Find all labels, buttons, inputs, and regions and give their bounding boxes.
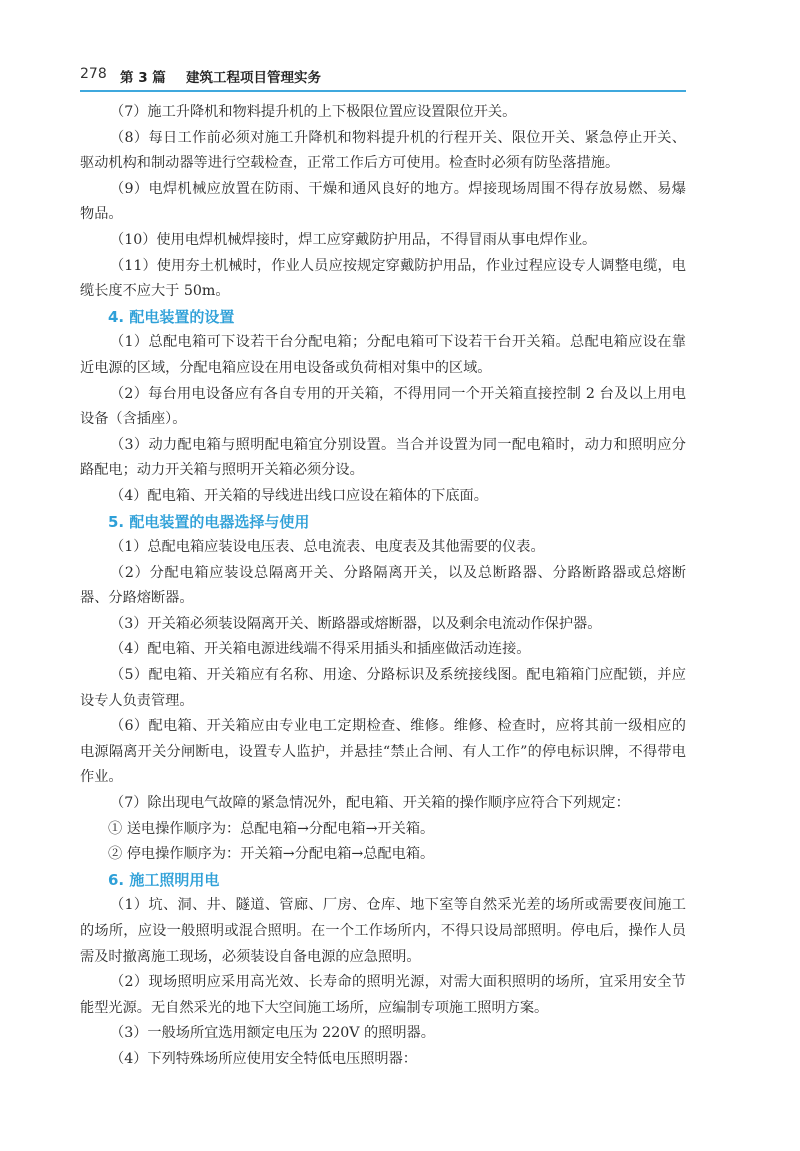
paragraph-11-rammer: （11）使用夯土机械时，作业人员应按规定穿戴防护用品，作业过程应设专人调整电缆，电缆长度不应大于 50m。 bbox=[80, 257, 686, 300]
section-heading-4: 4. 配电装置的设置 bbox=[108, 307, 235, 326]
paragraph-4-4: （4）配电箱、开关箱的导线进出线口应设在箱体的下底面。 bbox=[110, 487, 488, 504]
section-heading-6: 6. 施工照明用电 bbox=[108, 870, 220, 889]
paragraph-5-4: （4）配电箱、开关箱电源进线端不得采用插头和插座做活动连接。 bbox=[110, 641, 531, 658]
list-item-power-off: ② 停电操作顺序为：开关箱→分配电箱→总配电箱。 bbox=[108, 846, 435, 863]
header-rule bbox=[80, 90, 686, 92]
paragraph-10-welding: （10）使用电焊机械焊接时，焊工应穿戴防护用品，不得冒雨从事电焊作业。 bbox=[110, 231, 597, 248]
paragraph-5-2: （2）分配电箱应装设总隔离开关、分路隔离开关，以及总断路器、分路断路器或总熔断器、分路熔断器。 bbox=[80, 564, 686, 607]
paragraph-6-3: （3）一般场所宜选用额定电压为 220V 的照明器。 bbox=[110, 1025, 435, 1042]
book-title: 建筑工程项目管理实务 bbox=[186, 70, 321, 86]
paragraph-5-5: （5）配电箱、开关箱应有名称、用途、分路标识及系统接线图。配电箱箱门应配锁，并应设专人负责管理。 bbox=[80, 667, 686, 709]
paragraph-6-2: （2）现场照明应采用高光效、长寿命的照明光源，对需大面积照明的场所，宜采用安全节能型光源。无自然采光的地下大空间施工场所，应编制专项施工照明方案。 bbox=[80, 974, 686, 1016]
paragraph-5-6: （6）配电箱、开关箱应由专业电工定期检查、维修。维修、检查时，应将其前一级相应的电源隔离开关分闸断电，设置专人监护，并悬挂“禁止合闸、有人工作”的停电标识牌，不得带电作业。 bbox=[80, 718, 686, 786]
paragraph-9-welder-placement: （9）电焊机械应放置在防雨、干燥和通风良好的地方。焊接现场周围不得存放易燃、易爆物品。 bbox=[80, 180, 686, 223]
part-label: 第 3 篇 bbox=[120, 70, 166, 86]
paragraph-8-daily-check: （8）每日工作前必须对施工升降机和物料提升机的行程开关、限位开关、紧急停止开关、驱动机构和制动器等进行空载检查，正常工作后方可使用。检查时必须有防坠落措施。 bbox=[80, 129, 686, 172]
paragraph-5-7: （7）除出现电气故障的紧急情况外，配电箱、开关箱的操作顺序应符合下列规定： bbox=[110, 795, 630, 812]
paragraph-4-3: （3）动力配电箱与照明配电箱宜分别设置。当合并设置为同一配电箱时，动力和照明应分路配电；动力开关箱与照明开关箱必须分设。 bbox=[80, 436, 686, 479]
paragraph-7-limit-switch: （7）施工升降机和物料提升机的上下极限位置应设置限位开关。 bbox=[110, 104, 517, 120]
paragraph-6-1: （1）坑、洞、井、隧道、管廊、厂房、仓库、地下室等自然采光差的场所或需要夜间施工的场所，应设一般照明或混合照明。在一个工作场所内，不得只设局部照明。停电后，操作人员需及时撤离施工现场，必须装设自备电源的应急照明。 bbox=[80, 897, 686, 965]
paragraph-4-1: （1）总配电箱可下设若干台分配电箱；分配电箱可下设若干台开关箱。总配电箱应设在靠近电源的区域，分配电箱应设在用电设备或负荷相对集中的区域。 bbox=[80, 334, 686, 376]
section-heading-5: 5. 配电装置的电器选择与使用 bbox=[108, 512, 310, 531]
paragraph-5-1: （1）总配电箱应装设电压表、总电流表、电度表及其他需要的仪表。 bbox=[110, 539, 545, 556]
paragraph-5-3: （3）开关箱必须装设隔离开关、断路器或熔断器，以及剩余电流动作保护器。 bbox=[110, 615, 602, 632]
paragraph-6-4: （4）下列特殊场所应使用安全特低电压照明器： bbox=[110, 1050, 417, 1067]
page-number: 278 bbox=[80, 66, 107, 82]
list-item-power-on: ① 送电操作顺序为：总配电箱→分配电箱→开关箱。 bbox=[108, 820, 435, 837]
running-header bbox=[80, 66, 686, 88]
page-body bbox=[80, 100, 686, 1073]
paragraph-4-2: （2）每台用电设备应有各自专用的开关箱，不得用同一个开关箱直接控制 2 台及以上用电设备（含插座）。 bbox=[80, 385, 686, 428]
